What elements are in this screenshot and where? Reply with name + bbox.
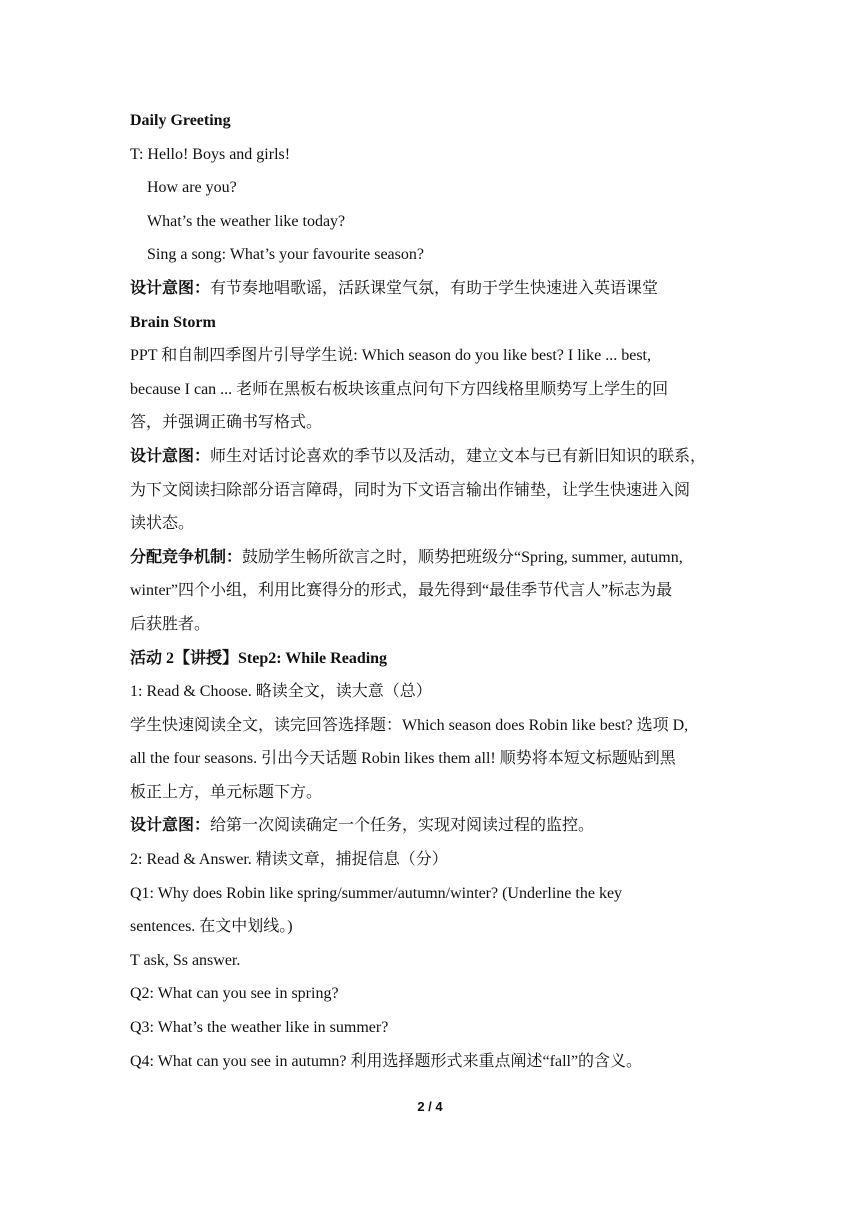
heading-activity-2: 活动 2【讲授】Step2: While Reading [130,649,388,667]
paragraph-line: 1: Read & Choose. 略读全文，读大意（总） [130,683,432,701]
paragraph-line: winter”四个小组，利用比赛得分的形式，最先得到“最佳季节代言人”标志为最 [130,582,673,600]
paragraph-line: What’s the weather like today? [147,212,346,230]
paragraph-line: sentences. 在文中划线。) [130,918,293,936]
paragraph-line: because I can ... 老师在黑板右板块该重点问句下方四线格里顺势写上学生的回 [130,380,669,398]
paragraph-line: 为下文阅读扫除部分语言障碍，同时为下文语言输出作铺垫，让学生快速进入阅 [130,481,691,499]
paragraph-line: PPT 和自制四季图片引导学生说: Which season do you like best? I like ... best, [130,347,651,365]
design-intent-text: 师生对话讨论喜欢的季节以及活动，建立文本与已有新旧知识的联系， [210,447,707,465]
paragraph-line: 学生快速阅读全文，读完回答选择题：Which season does Robin like best? 选项 D, [130,716,689,734]
paragraph-line: 2: Read & Answer. 精读文章，捕捉信息（分） [130,851,448,869]
competition-line [130,541,730,575]
design-intent-line [130,809,730,843]
heading-brain-storm: Brain Storm [130,313,216,331]
design-intent-line [130,440,730,474]
page-number: 2 / 4 [417,1099,443,1114]
competition-text: 鼓励学生畅所欲言之时，顺势把班级分“Spring, summer, autumn, [242,548,683,566]
paragraph-line: all the four seasons. 引出今天话题 Robin likes them all! 顺势将本短文标题贴到黑 [130,750,676,768]
paragraph-line: 答，并强调正确书写格式。 [130,414,323,432]
design-intent-line [130,272,730,306]
design-intent-text: 给第一次阅读确定一个任务，实现对阅读过程的监控。 [210,817,595,835]
paragraph-line: 后获胜者。 [130,615,211,633]
heading-daily-greeting: Daily Greeting [130,112,231,129]
paragraph-line: Q3: What’s the weather like in summer? [130,1019,389,1037]
paragraph-line: Q2: What can you see in spring? [130,985,339,1003]
paragraph-line: Sing a song: What’s your favourite season? [147,246,424,264]
paragraph-line: T: Hello! Boys and girls! [130,145,291,163]
document-body [130,104,730,1078]
paragraph-line: 读状态。 [130,515,195,533]
paragraph-line: How are you? [147,179,237,197]
design-intent-label: 设计意图： [130,447,211,465]
design-intent-text: 有节奏地唱歌谣，活跃课堂气氛，有助于学生快速进入英语课堂 [210,279,659,297]
paragraph-line: Q4: What can you see in autumn? 利用选择题形式来重点阐述“fall”的含义。 [130,1052,643,1070]
design-intent-label: 设计意图： [130,279,211,297]
paragraph-line: Q1: Why does Robin like spring/summer/autumn/winter? (Underline the key [130,884,623,902]
competition-label: 分配竞争机制： [130,548,243,566]
paragraph-line: T ask, Ss answer. [130,951,241,969]
design-intent-label: 设计意图： [130,817,211,835]
paragraph-line: 板正上方，单元标题下方。 [130,783,323,801]
